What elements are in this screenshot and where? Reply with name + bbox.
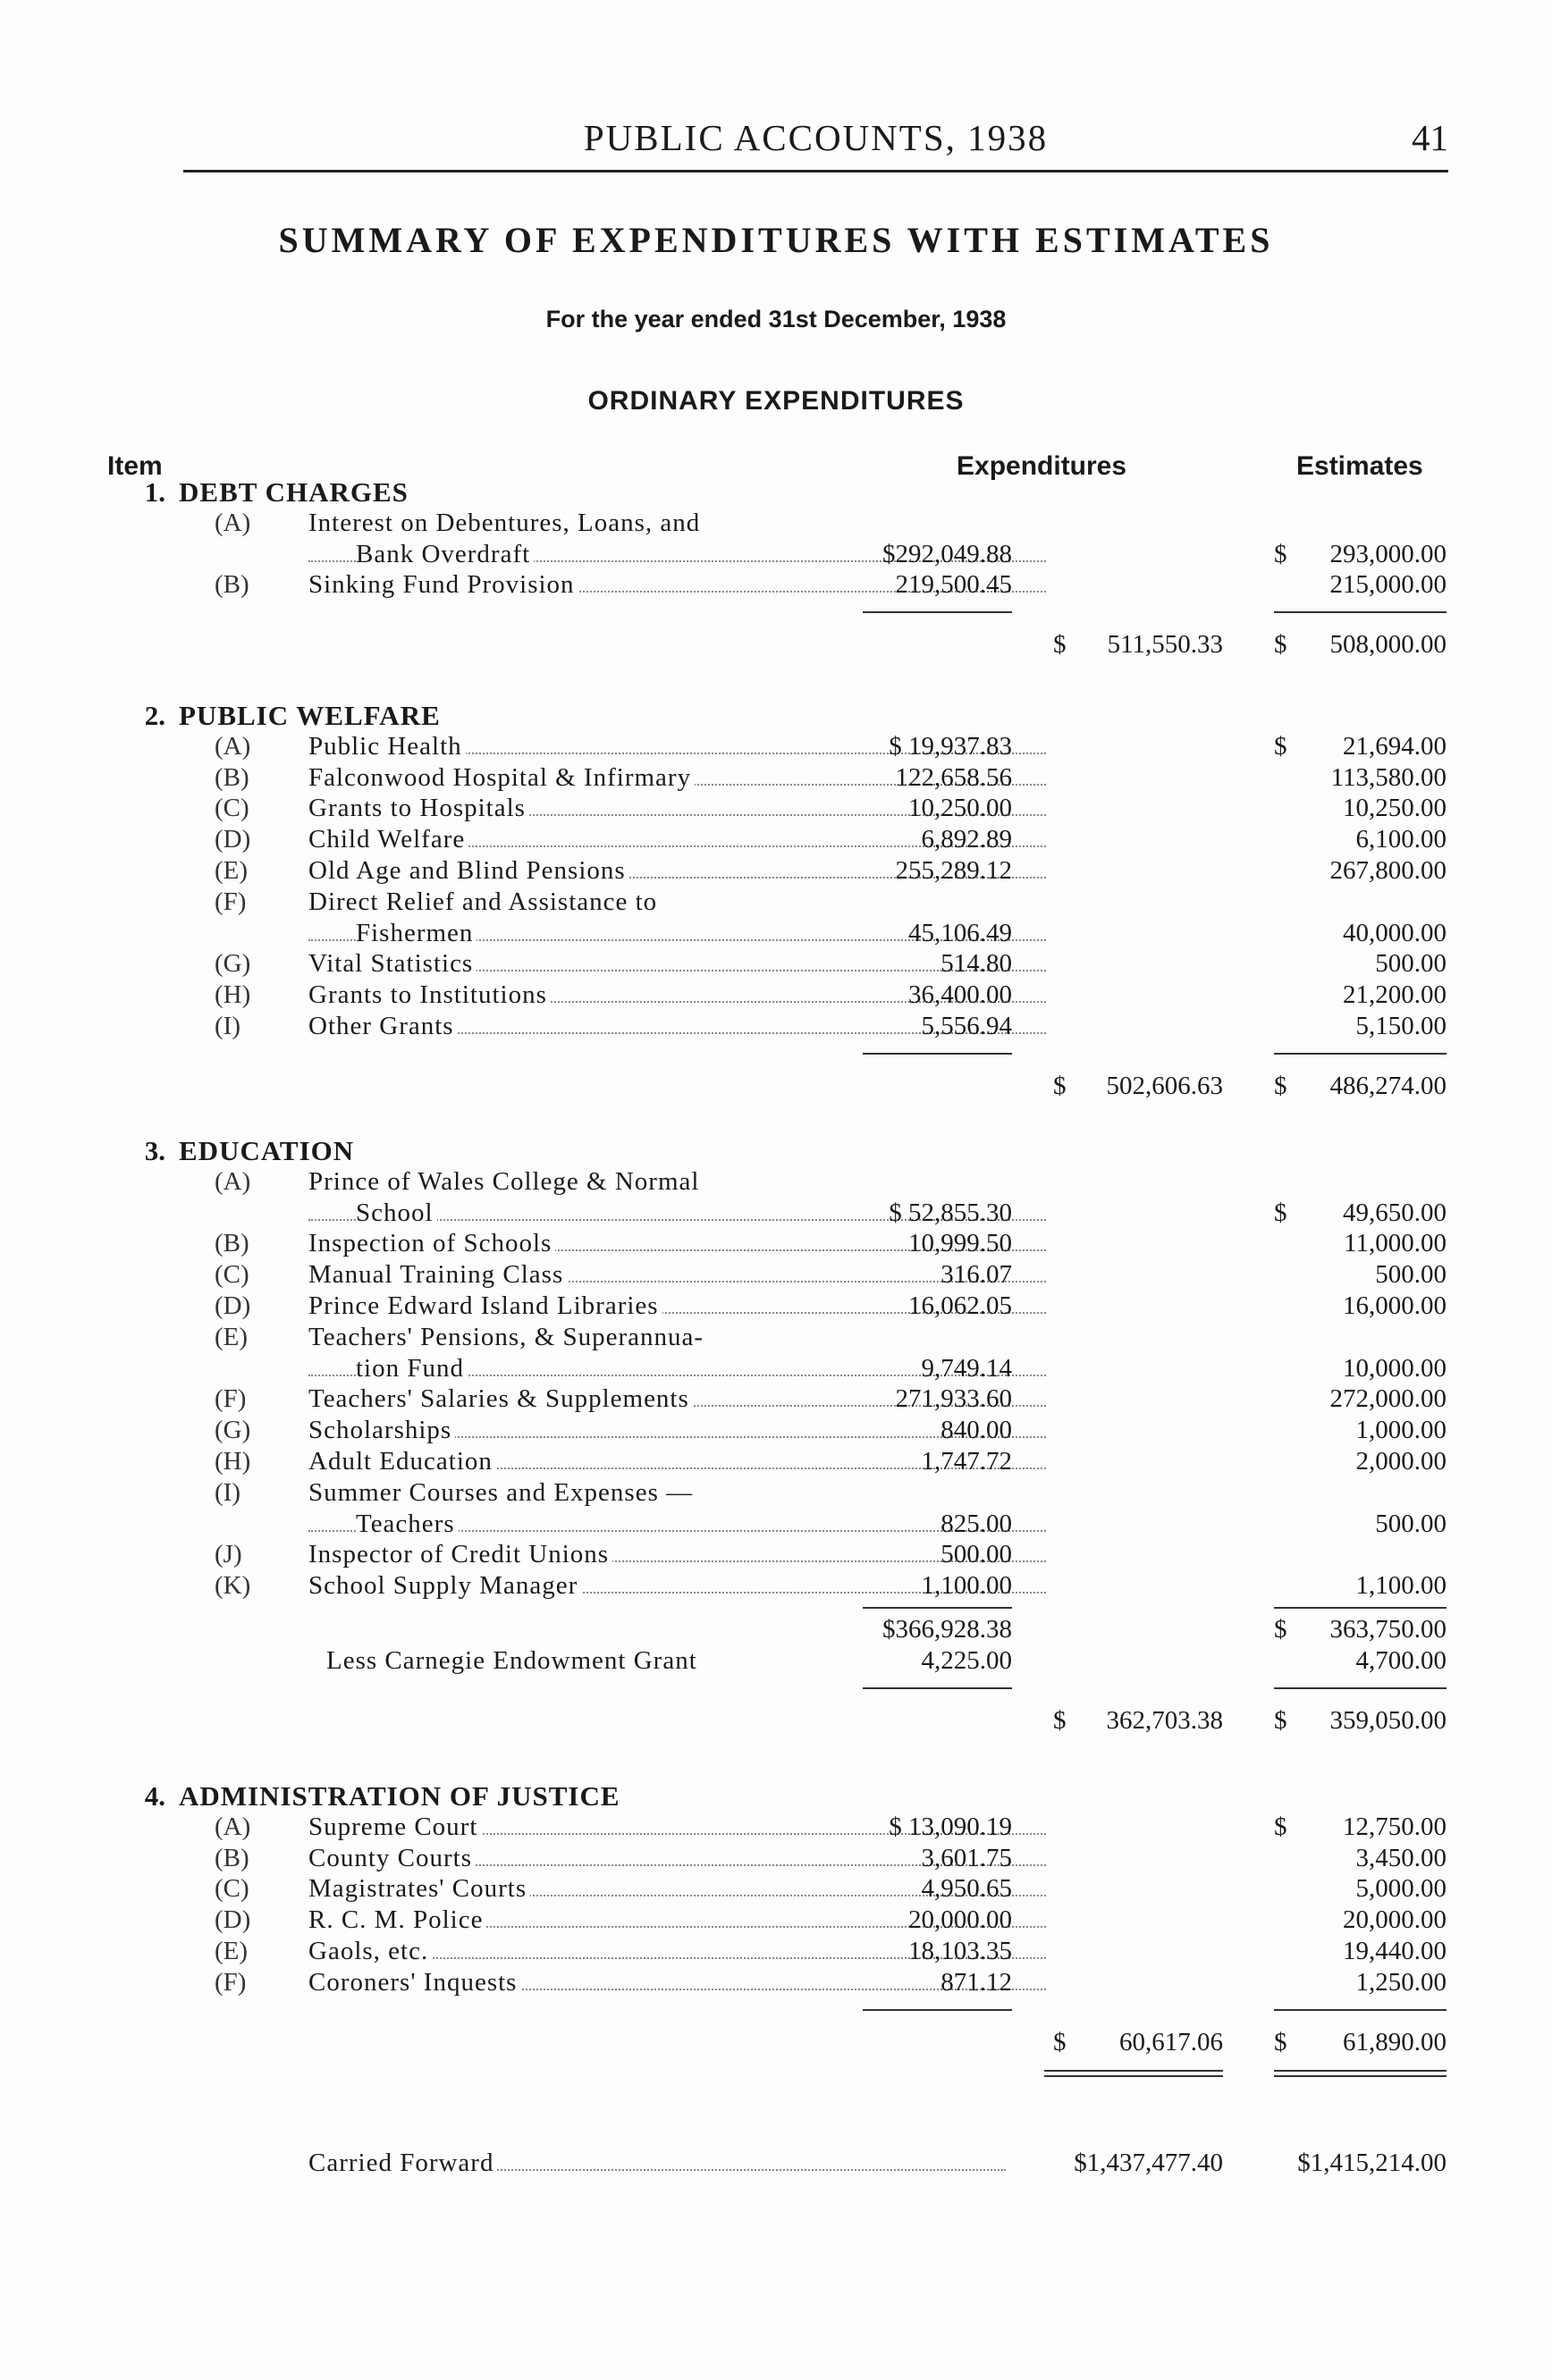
column-rule-est: [1274, 611, 1447, 613]
line-item-cont-desc: Fishermen: [356, 918, 477, 948]
subtotal-expenditure-value: $366,928.38: [882, 1615, 1012, 1644]
line-item-letter: (F): [215, 887, 247, 916]
line-item-cont-desc: Teachers: [356, 1509, 459, 1539]
expenditure-amount-value: $ 13,090.19: [889, 1812, 1012, 1841]
estimate-dollar-sign: $: [1274, 1812, 1287, 1841]
expenditure-amount-value: 255,289.12: [895, 856, 1012, 885]
estimate-amount-value: 1,250.00: [1355, 1967, 1447, 1997]
section-total-estimate-value: 486,274.00: [1329, 1071, 1447, 1100]
page-title: SUMMARY OF EXPENDITURES WITH ESTIMATES: [278, 220, 1274, 260]
line-item: [215, 1967, 1055, 1997]
expenditure-amount-value: 6,892.89: [921, 825, 1012, 854]
line-item-letter: (C): [215, 1260, 249, 1290]
line-item: [215, 1415, 1055, 1445]
section-name: EDUCATION: [179, 1135, 355, 1166]
estimate-amount-value: 21,694.00: [1343, 731, 1447, 761]
estimate-amount-value: 12,750.00: [1343, 1812, 1447, 1841]
line-item-letter: (C): [215, 794, 249, 823]
line-item-letter: (F): [215, 1384, 247, 1414]
line-item: [215, 1166, 1055, 1197]
estimate-amount-value: 500.00: [1375, 1260, 1447, 1290]
line-item-desc: Direct Relief and Assistance to: [308, 887, 658, 916]
line-item-desc: Scholarships: [308, 1415, 455, 1445]
estimate-amount-value: 1,100.00: [1355, 1571, 1447, 1601]
estimate-amount-value: 16,000.00: [1343, 1291, 1447, 1320]
section-total-expenditure-value: 502,606.63: [1106, 1071, 1223, 1100]
line-item: [215, 887, 1055, 917]
line-item-desc: County Courts: [308, 1843, 476, 1873]
line-item: [215, 1477, 1055, 1508]
line-item: [215, 508, 1055, 538]
expenditure-amount-value: $ 19,937.83: [889, 731, 1012, 761]
line-item-desc: Sinking Fund Provision: [308, 569, 578, 600]
line-item-desc: Grants to Hospitals: [308, 793, 529, 823]
column-rule-est: [1274, 1687, 1447, 1689]
page-number: 41: [1412, 117, 1448, 158]
estimate-amount-value: 113,580.00: [1330, 762, 1447, 792]
expenditure-amount-value: 1,100.00: [921, 1571, 1012, 1601]
line-item-letter: (I): [215, 1477, 240, 1507]
expenditure-amount-value: 16,062.05: [908, 1291, 1012, 1320]
section-number: 1.: [144, 476, 165, 508]
estimate-amount-value: 2,000.00: [1355, 1447, 1447, 1476]
estimate-dollar-sign: $: [1274, 1615, 1287, 1644]
expenditure-amount-value: 5,556.94: [921, 1012, 1012, 1040]
line-item-desc: Magistrates' Courts: [308, 1873, 530, 1904]
total-dollar-sign: $: [1274, 2027, 1287, 2056]
section-total-expenditure-value: 362,703.38: [1106, 1705, 1223, 1735]
carried-forward-estimate-value: $1,415,214.00: [1297, 2149, 1447, 2177]
total-dollar-sign: $: [1053, 1705, 1067, 1735]
line-item-desc: Adult Education: [308, 1446, 496, 1476]
carried-forward-label: Carried Forward: [308, 2148, 497, 2178]
section-total-expenditure-value: 60,617.06: [1119, 2027, 1223, 2056]
line-item-desc: Interest on Debentures, Loans, and: [308, 508, 701, 537]
expenditure-amount-value: 825.00: [940, 1509, 1012, 1538]
column-rule-est: [1274, 1053, 1447, 1055]
section-number: 3.: [144, 1135, 165, 1166]
column-rule: [863, 611, 1012, 613]
line-item: [215, 948, 1055, 979]
estimate-amount-value: 19,440.00: [1343, 1937, 1447, 1965]
line-item-letter: (H): [215, 980, 251, 1010]
expenditure-amount-value: 122,658.56: [895, 762, 1012, 792]
line-item-desc: Manual Training Class: [308, 1259, 567, 1290]
carried-forward-expenditure-value: $1,437,477.40: [1074, 2149, 1223, 2177]
expenditure-amount-value: 500.00: [940, 1540, 1012, 1569]
estimate-amount-value: 10,250.00: [1343, 794, 1447, 823]
line-item-letter: (F): [215, 1967, 247, 1997]
line-item-desc: Falconwood Hospital & Infirmary: [308, 762, 695, 793]
estimate-amount-value: 11,000.00: [1344, 1229, 1447, 1258]
section-name: ADMINISTRATION OF JUSTICE: [179, 1780, 620, 1812]
line-item: [215, 1322, 1055, 1352]
section-number: 4.: [144, 1780, 165, 1812]
line-item-letter: (C): [215, 1874, 249, 1904]
column-header-expenditures: Expenditures: [957, 451, 1127, 481]
line-item-letter: (B): [215, 762, 249, 792]
line-item-letter: (D): [215, 1905, 251, 1935]
estimate-amount-value: 40,000.00: [1343, 918, 1447, 947]
line-item-letter: (A): [215, 731, 251, 761]
column-rule: [863, 1053, 1012, 1055]
expenditure-amount-value: 18,103.35: [908, 1937, 1012, 1965]
final-rule: [1044, 2070, 1223, 2077]
line-item-cont: [215, 1509, 1055, 1539]
estimate-amount-value: 20,000.00: [1343, 1905, 1447, 1935]
column-header-item: Item: [107, 451, 163, 481]
estimate-amount-value: 21,200.00: [1343, 980, 1447, 1010]
estimate-dollar-sign: $: [1274, 731, 1287, 761]
line-item-desc: Other Grants: [308, 1011, 458, 1041]
line-item-desc: Grants to Institutions: [308, 980, 551, 1010]
line-item-letter: (D): [215, 825, 251, 854]
line-item-letter: (D): [215, 1291, 251, 1320]
line-item-letter: (A): [215, 508, 251, 537]
line-item-desc: Prince of Wales College & Normal: [308, 1166, 700, 1196]
line-item-desc: Teachers' Salaries & Supplements: [308, 1383, 693, 1414]
line-item-letter: (E): [215, 856, 249, 885]
line-item-desc: Gaols, etc.: [308, 1936, 432, 1966]
line-item-letter: (H): [215, 1447, 251, 1476]
estimate-amount-value: 293,000.00: [1329, 539, 1447, 568]
line-item-desc: Inspection of Schools: [308, 1228, 555, 1258]
total-dollar-sign: $: [1274, 630, 1287, 660]
line-item-letter: (A): [215, 1166, 251, 1196]
line-item-letter: (E): [215, 1937, 249, 1965]
line-item-letter: (G): [215, 1416, 251, 1445]
line-item-desc: Summer Courses and Expenses —: [308, 1477, 694, 1507]
subtotal-rule: [863, 1607, 1012, 1609]
less-grant-row: [326, 1645, 845, 1676]
line-item-cont-desc: School: [356, 1198, 437, 1228]
estimate-amount-value: 10,000.00: [1343, 1353, 1447, 1383]
line-item-letter: (B): [215, 1229, 249, 1258]
column-rule: [863, 2009, 1012, 2011]
expenditure-amount-value: 3,601.75: [921, 1843, 1012, 1872]
line-item-desc: Old Age and Blind Pensions: [308, 855, 629, 886]
carried-forward-row: [308, 2148, 1006, 2178]
line-item-desc: Teachers' Pensions, & Superannua-: [308, 1322, 704, 1351]
estimate-amount-value: 215,000.00: [1329, 570, 1447, 600]
line-item-desc: Child Welfare: [308, 824, 468, 854]
line-item-letter: (B): [215, 570, 249, 600]
less-grant-expenditure-value: 4,225.00: [921, 1645, 1012, 1675]
estimate-amount-value: 5,150.00: [1355, 1012, 1447, 1040]
section-total-estimate-value: 359,050.00: [1329, 1705, 1447, 1735]
expenditure-amount-value: 10,999.50: [908, 1229, 1012, 1258]
expenditure-amount-value: 271,933.60: [895, 1384, 1012, 1414]
page-subtitle: For the year ended 31st December, 1938: [545, 306, 1007, 332]
line-item-desc: School Supply Manager: [308, 1570, 581, 1601]
estimate-amount-value: 267,800.00: [1329, 856, 1447, 885]
column-rule: [863, 1687, 1012, 1689]
expenditure-amount-value: $292,049.88: [882, 539, 1012, 568]
expenditure-amount-value: 1,747.72: [921, 1447, 1012, 1476]
estimate-amount-value: 1,000.00: [1355, 1416, 1447, 1445]
line-item-letter: (G): [215, 949, 251, 979]
line-item-desc: Coroners' Inquests: [308, 1967, 520, 1997]
line-item-letter: (E): [215, 1322, 249, 1351]
line-item-desc: Vital Statistics: [308, 948, 477, 979]
total-dollar-sign: $: [1053, 630, 1067, 660]
expenditure-amount-value: 514.80: [940, 949, 1012, 979]
section-total-expenditure-value: 511,550.33: [1107, 630, 1223, 660]
expenditure-amount-value: 9,749.14: [921, 1353, 1012, 1383]
line-item-cont-desc: Bank Overdraft: [356, 539, 534, 569]
page-header: [183, 116, 1448, 172]
line-item-desc: R. C. M. Police: [308, 1905, 486, 1935]
expenditure-amount-value: 10,250.00: [908, 794, 1012, 823]
total-dollar-sign: $: [1274, 1071, 1287, 1100]
estimate-amount-value: 272,000.00: [1329, 1384, 1447, 1414]
expenditure-amount-value: 4,950.65: [921, 1874, 1012, 1904]
line-item: [215, 1539, 1055, 1569]
subtotal-estimate-value: 363,750.00: [1329, 1615, 1447, 1644]
section-title: ORDINARY EXPENDITURES: [587, 386, 965, 416]
estimate-amount-value: 6,100.00: [1355, 825, 1447, 854]
total-dollar-sign: $: [1053, 1071, 1067, 1100]
total-dollar-sign: $: [1274, 1705, 1287, 1735]
estimate-amount-value: 49,650.00: [1343, 1198, 1447, 1227]
section-total-estimate-value: 508,000.00: [1329, 630, 1447, 660]
section-name: PUBLIC WELFARE: [179, 700, 441, 731]
line-item-desc: Inspector of Credit Unions: [308, 1539, 612, 1569]
running-title: PUBLIC ACCOUNTS, 1938: [583, 117, 1049, 158]
line-item-letter: (I): [215, 1012, 240, 1040]
estimate-dollar-sign: $: [1274, 539, 1287, 568]
estimate-amount-value: 500.00: [1375, 1509, 1447, 1538]
line-item-cont-desc: tion Fund: [356, 1353, 468, 1383]
line-item-letter: (A): [215, 1812, 251, 1841]
expenditure-amount-value: $ 52,855.30: [889, 1198, 1012, 1227]
section-name: DEBT CHARGES: [179, 476, 409, 508]
line-item-desc: Prince Edward Island Libraries: [308, 1291, 662, 1321]
estimate-amount-value: 5,000.00: [1355, 1874, 1447, 1904]
expenditure-amount-value: 36,400.00: [908, 980, 1012, 1010]
section-total-estimate-value: 61,890.00: [1343, 2027, 1447, 2056]
expenditure-amount-value: 45,106.49: [908, 918, 1012, 947]
line-item-letter: (B): [215, 1843, 249, 1872]
less-grant-estimate-value: 4,700.00: [1355, 1645, 1447, 1675]
line-item-letter: (K): [215, 1571, 251, 1601]
estimate-amount-value: 3,450.00: [1355, 1843, 1447, 1872]
less-grant-label: Less Carnegie Endowment Grant: [326, 1645, 697, 1675]
expenditure-amount-value: 840.00: [940, 1416, 1012, 1445]
expenditure-amount-value: 20,000.00: [908, 1905, 1012, 1935]
total-dollar-sign: $: [1053, 2027, 1067, 2056]
estimate-dollar-sign: $: [1274, 1198, 1287, 1227]
line-item: [215, 1259, 1055, 1290]
line-item-desc: Supreme Court: [308, 1812, 481, 1842]
line-item-letter: (J): [215, 1540, 242, 1569]
estimate-amount-value: 500.00: [1375, 949, 1447, 979]
expenditure-amount-value: 871.12: [940, 1967, 1012, 1997]
final-rule-est: [1274, 2070, 1447, 2077]
expenditure-amount-value: 316.07: [940, 1260, 1012, 1290]
section-number: 2.: [144, 700, 165, 731]
column-rule-est: [1274, 2009, 1447, 2011]
expenditure-amount-value: 219,500.45: [895, 570, 1012, 600]
column-header-estimates: Estimates: [1296, 451, 1423, 481]
subtotal-rule-est: [1274, 1607, 1447, 1609]
line-item-desc: Public Health: [308, 731, 466, 761]
